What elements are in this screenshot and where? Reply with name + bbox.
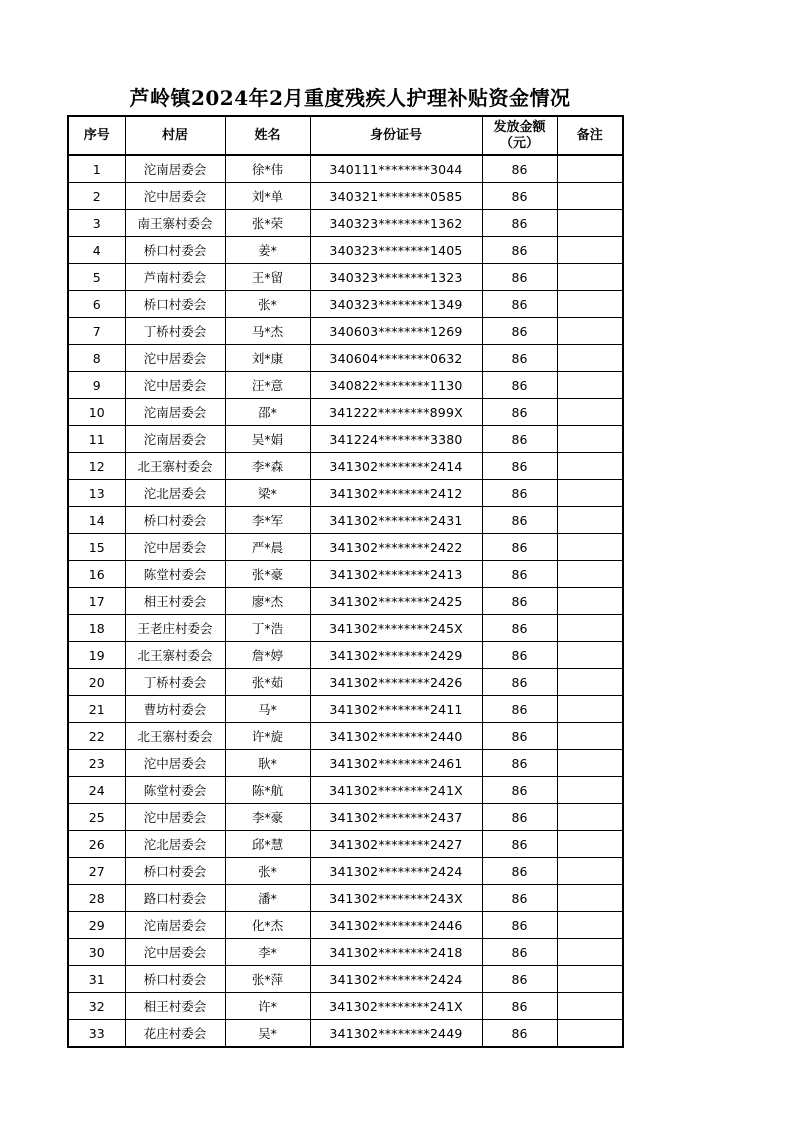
- cell-remark: [557, 993, 623, 1020]
- cell-amount: 86: [482, 318, 557, 345]
- cell-remark: [557, 777, 623, 804]
- cell-village: 沱中居委会: [125, 939, 225, 966]
- cell-id: 341302********2411: [310, 696, 482, 723]
- cell-amount: 86: [482, 858, 557, 885]
- cell-id: 341302********2422: [310, 534, 482, 561]
- cell-amount: 86: [482, 237, 557, 264]
- cell-no: 7: [68, 318, 125, 345]
- cell-amount: 86: [482, 750, 557, 777]
- cell-amount: 86: [482, 155, 557, 183]
- cell-name: 刘*单: [225, 183, 310, 210]
- table-row: [68, 318, 623, 345]
- cell-village: 丁桥村委会: [125, 669, 225, 696]
- cell-village: 相王村委会: [125, 993, 225, 1020]
- cell-village: 曹坊村委会: [125, 696, 225, 723]
- cell-id: 341222********899X: [310, 399, 482, 426]
- cell-remark: [557, 480, 623, 507]
- cell-remark: [557, 885, 623, 912]
- cell-id: 340321********0585: [310, 183, 482, 210]
- cell-village: 相王村委会: [125, 588, 225, 615]
- cell-name: 汪*意: [225, 372, 310, 399]
- header-amount: [482, 116, 557, 155]
- cell-village: 桥口村委会: [125, 507, 225, 534]
- cell-village: 丁桥村委会: [125, 318, 225, 345]
- cell-no: 31: [68, 966, 125, 993]
- table-row: [68, 831, 623, 858]
- cell-name: 张*茹: [225, 669, 310, 696]
- cell-village: 沱北居委会: [125, 831, 225, 858]
- header-name: 姓名: [225, 116, 310, 155]
- cell-name: 张*豪: [225, 561, 310, 588]
- cell-village: 北王寨村委会: [125, 723, 225, 750]
- table-row: [68, 507, 623, 534]
- cell-no: 22: [68, 723, 125, 750]
- cell-name: 张*萍: [225, 966, 310, 993]
- cell-amount: 86: [482, 291, 557, 318]
- cell-id: 341302********2446: [310, 912, 482, 939]
- cell-name: 邵*: [225, 399, 310, 426]
- table-row: [68, 642, 623, 669]
- cell-amount: 86: [482, 399, 557, 426]
- cell-village: 沱中居委会: [125, 183, 225, 210]
- cell-no: 28: [68, 885, 125, 912]
- cell-id: 341302********2418: [310, 939, 482, 966]
- cell-amount: 86: [482, 372, 557, 399]
- table-row: [68, 993, 623, 1020]
- table-row: [68, 750, 623, 777]
- cell-no: 4: [68, 237, 125, 264]
- header-village: 村居: [125, 116, 225, 155]
- cell-village: 沱南居委会: [125, 399, 225, 426]
- table-row: [68, 480, 623, 507]
- cell-no: 10: [68, 399, 125, 426]
- cell-no: 29: [68, 912, 125, 939]
- cell-no: 11: [68, 426, 125, 453]
- cell-no: 17: [68, 588, 125, 615]
- cell-village: 北王寨村委会: [125, 642, 225, 669]
- cell-id: 341302********2431: [310, 507, 482, 534]
- table-row: [68, 804, 623, 831]
- table-row: [68, 426, 623, 453]
- cell-remark: [557, 615, 623, 642]
- cell-amount: 86: [482, 912, 557, 939]
- cell-name: 陈*航: [225, 777, 310, 804]
- cell-id: 340603********1269: [310, 318, 482, 345]
- cell-no: 27: [68, 858, 125, 885]
- cell-no: 25: [68, 804, 125, 831]
- table-row: [68, 291, 623, 318]
- cell-village: 芦南村委会: [125, 264, 225, 291]
- cell-remark: [557, 155, 623, 183]
- table-body: [68, 155, 623, 1047]
- cell-amount: 86: [482, 831, 557, 858]
- table-row: [68, 210, 623, 237]
- cell-remark: [557, 858, 623, 885]
- cell-no: 20: [68, 669, 125, 696]
- cell-no: 2: [68, 183, 125, 210]
- cell-village: 南王寨村委会: [125, 210, 225, 237]
- cell-remark: [557, 183, 623, 210]
- cell-id: 341302********2429: [310, 642, 482, 669]
- cell-id: 341302********2424: [310, 858, 482, 885]
- cell-remark: [557, 750, 623, 777]
- cell-amount: 86: [482, 993, 557, 1020]
- cell-name: 李*森: [225, 453, 310, 480]
- cell-id: 341302********2437: [310, 804, 482, 831]
- table-row: [68, 723, 623, 750]
- cell-id: 341302********241X: [310, 777, 482, 804]
- cell-remark: [557, 318, 623, 345]
- cell-amount: 86: [482, 669, 557, 696]
- cell-remark: [557, 345, 623, 372]
- cell-village: 桥口村委会: [125, 237, 225, 264]
- cell-remark: [557, 372, 623, 399]
- cell-id: 341302********2424: [310, 966, 482, 993]
- cell-no: 21: [68, 696, 125, 723]
- cell-amount: 86: [482, 561, 557, 588]
- cell-no: 26: [68, 831, 125, 858]
- cell-name: 化*杰: [225, 912, 310, 939]
- cell-village: 沱中居委会: [125, 750, 225, 777]
- table-row: [68, 885, 623, 912]
- cell-no: 1: [68, 155, 125, 183]
- cell-name: 廖*杰: [225, 588, 310, 615]
- cell-no: 6: [68, 291, 125, 318]
- cell-name: 严*晨: [225, 534, 310, 561]
- cell-amount: 86: [482, 804, 557, 831]
- cell-id: 341302********241X: [310, 993, 482, 1020]
- cell-remark: [557, 831, 623, 858]
- cell-remark: [557, 534, 623, 561]
- cell-no: 14: [68, 507, 125, 534]
- cell-remark: [557, 561, 623, 588]
- cell-remark: [557, 426, 623, 453]
- cell-remark: [557, 939, 623, 966]
- cell-amount: 86: [482, 480, 557, 507]
- cell-id: 341302********245X: [310, 615, 482, 642]
- cell-name: 吴*娟: [225, 426, 310, 453]
- table-row: [68, 588, 623, 615]
- table-row: [68, 561, 623, 588]
- cell-no: 15: [68, 534, 125, 561]
- table-row: [68, 399, 623, 426]
- cell-remark: [557, 264, 623, 291]
- cell-village: 沱中居委会: [125, 804, 225, 831]
- cell-remark: [557, 696, 623, 723]
- cell-village: 陈堂村委会: [125, 561, 225, 588]
- cell-village: 沱北居委会: [125, 480, 225, 507]
- cell-amount: 86: [482, 345, 557, 372]
- cell-village: 陈堂村委会: [125, 777, 225, 804]
- cell-no: 33: [68, 1020, 125, 1048]
- cell-amount: 86: [482, 696, 557, 723]
- cell-name: 张*: [225, 858, 310, 885]
- cell-remark: [557, 507, 623, 534]
- cell-name: 姜*: [225, 237, 310, 264]
- cell-no: 8: [68, 345, 125, 372]
- cell-amount: 86: [482, 264, 557, 291]
- cell-no: 13: [68, 480, 125, 507]
- cell-name: 梁*: [225, 480, 310, 507]
- cell-name: 李*军: [225, 507, 310, 534]
- cell-amount: 86: [482, 534, 557, 561]
- cell-remark: [557, 804, 623, 831]
- cell-name: 刘*康: [225, 345, 310, 372]
- cell-id: 340822********1130: [310, 372, 482, 399]
- cell-name: 张*荣: [225, 210, 310, 237]
- cell-id: 341224********3380: [310, 426, 482, 453]
- cell-village: 沱南居委会: [125, 912, 225, 939]
- cell-remark: [557, 237, 623, 264]
- cell-id: 340604********0632: [310, 345, 482, 372]
- cell-no: 23: [68, 750, 125, 777]
- header-row: [68, 116, 623, 155]
- cell-name: 丁*浩: [225, 615, 310, 642]
- cell-remark: [557, 588, 623, 615]
- table-row: [68, 453, 623, 480]
- cell-name: 李*豪: [225, 804, 310, 831]
- cell-no: 16: [68, 561, 125, 588]
- cell-amount: 86: [482, 642, 557, 669]
- table-row: [68, 939, 623, 966]
- cell-remark: [557, 912, 623, 939]
- table-row: [68, 1020, 623, 1048]
- cell-name: 潘*: [225, 885, 310, 912]
- cell-amount: 86: [482, 210, 557, 237]
- table-header: [68, 116, 623, 155]
- document-title: 芦岭镇2024年2月重度残疾人护理补贴资金情况: [129, 86, 571, 110]
- cell-remark: [557, 669, 623, 696]
- cell-name: 马*杰: [225, 318, 310, 345]
- table-row: [68, 912, 623, 939]
- header-no: 序号: [68, 116, 125, 155]
- cell-amount: 86: [482, 1020, 557, 1048]
- cell-id: 341302********2425: [310, 588, 482, 615]
- cell-id: 341302********2414: [310, 453, 482, 480]
- header-amount-line2: （元）: [499, 135, 539, 151]
- cell-id: 341302********2413: [310, 561, 482, 588]
- cell-amount: 86: [482, 615, 557, 642]
- cell-village: 路口村委会: [125, 885, 225, 912]
- cell-remark: [557, 723, 623, 750]
- cell-id: 341302********243X: [310, 885, 482, 912]
- table-row: [68, 696, 623, 723]
- cell-name: 许*旋: [225, 723, 310, 750]
- table-row: [68, 669, 623, 696]
- cell-village: 桥口村委会: [125, 291, 225, 318]
- cell-village: 北王寨村委会: [125, 453, 225, 480]
- cell-no: 24: [68, 777, 125, 804]
- cell-name: 邱*慧: [225, 831, 310, 858]
- table-row: [68, 155, 623, 183]
- cell-id: 340323********1405: [310, 237, 482, 264]
- cell-id: 341302********2440: [310, 723, 482, 750]
- cell-village: 沱中居委会: [125, 372, 225, 399]
- cell-name: 张*: [225, 291, 310, 318]
- cell-id: 341302********2461: [310, 750, 482, 777]
- cell-remark: [557, 966, 623, 993]
- cell-village: 桥口村委会: [125, 858, 225, 885]
- cell-name: 吴*: [225, 1020, 310, 1048]
- table-row: [68, 615, 623, 642]
- cell-no: 12: [68, 453, 125, 480]
- cell-remark: [557, 642, 623, 669]
- cell-no: 18: [68, 615, 125, 642]
- table-row: [68, 345, 623, 372]
- header-id: 身份证号: [310, 116, 482, 155]
- cell-amount: 86: [482, 588, 557, 615]
- header-amount-line1: 发放金额: [493, 119, 546, 135]
- cell-village: 沱南居委会: [125, 426, 225, 453]
- cell-no: 3: [68, 210, 125, 237]
- table-row: [68, 777, 623, 804]
- cell-no: 9: [68, 372, 125, 399]
- cell-amount: 86: [482, 939, 557, 966]
- cell-id: 340111********3044: [310, 155, 482, 183]
- cell-no: 19: [68, 642, 125, 669]
- cell-no: 30: [68, 939, 125, 966]
- cell-id: 340323********1362: [310, 210, 482, 237]
- cell-village: 沱中居委会: [125, 345, 225, 372]
- table-row: [68, 858, 623, 885]
- cell-village: 沱南居委会: [125, 155, 225, 183]
- cell-remark: [557, 399, 623, 426]
- cell-no: 32: [68, 993, 125, 1020]
- cell-village: 桥口村委会: [125, 966, 225, 993]
- cell-no: 5: [68, 264, 125, 291]
- cell-amount: 86: [482, 453, 557, 480]
- cell-name: 许*: [225, 993, 310, 1020]
- cell-id: 340323********1349: [310, 291, 482, 318]
- cell-village: 花庄村委会: [125, 1020, 225, 1048]
- cell-name: 李*: [225, 939, 310, 966]
- cell-name: 耿*: [225, 750, 310, 777]
- cell-amount: 86: [482, 885, 557, 912]
- subsidy-table: [67, 115, 624, 1048]
- cell-amount: 86: [482, 426, 557, 453]
- cell-amount: 86: [482, 183, 557, 210]
- cell-remark: [557, 291, 623, 318]
- cell-amount: 86: [482, 777, 557, 804]
- cell-name: 徐*伟: [225, 155, 310, 183]
- cell-village: 沱中居委会: [125, 534, 225, 561]
- table-row: [68, 534, 623, 561]
- cell-name: 詹*婷: [225, 642, 310, 669]
- cell-name: 王*留: [225, 264, 310, 291]
- table-row: [68, 237, 623, 264]
- cell-amount: 86: [482, 966, 557, 993]
- table-row: [68, 183, 623, 210]
- table-row: [68, 264, 623, 291]
- cell-remark: [557, 210, 623, 237]
- cell-remark: [557, 1020, 623, 1048]
- cell-id: 341302********2412: [310, 480, 482, 507]
- cell-name: 马*: [225, 696, 310, 723]
- table-row: [68, 372, 623, 399]
- cell-id: 340323********1323: [310, 264, 482, 291]
- cell-id: 341302********2427: [310, 831, 482, 858]
- cell-id: 341302********2449: [310, 1020, 482, 1048]
- table-row: [68, 966, 623, 993]
- cell-amount: 86: [482, 507, 557, 534]
- cell-remark: [557, 453, 623, 480]
- cell-village: 王老庄村委会: [125, 615, 225, 642]
- header-remark: 备注: [557, 116, 623, 155]
- cell-amount: 86: [482, 723, 557, 750]
- cell-id: 341302********2426: [310, 669, 482, 696]
